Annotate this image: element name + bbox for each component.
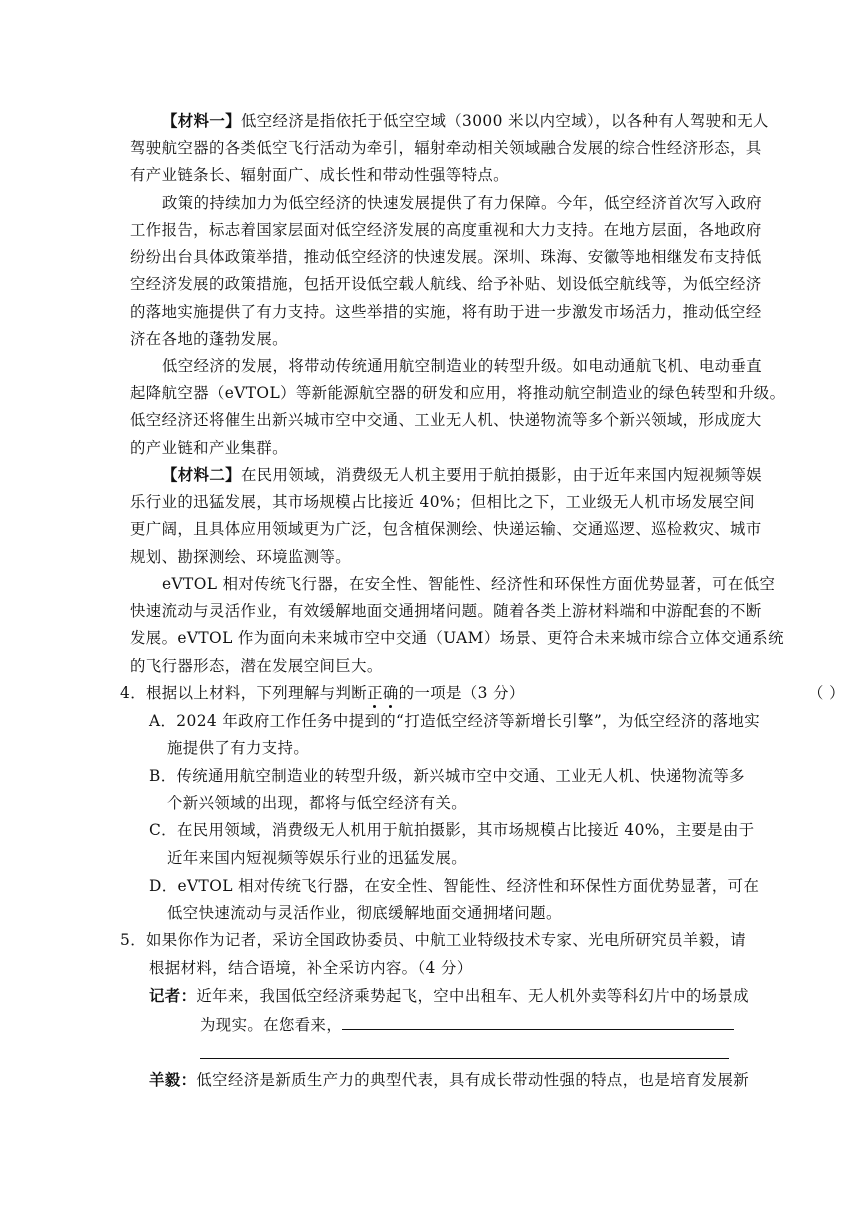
option-d-cont: 低空快速流动与灵活作业，彻底缓解地面交通拥堵问题。 xyxy=(167,904,562,922)
reporter-line: 记者：近年来，我国低空经济乘势起飞，空中出租车、无人机外卖等科幻片中的场景成 xyxy=(149,987,750,1005)
material2-line: 更广阔，且具体应用领域更为广泛，包含植保测绘、快递运输、交通巡逻、巡检救灾、城市 xyxy=(130,520,762,538)
material2-line: eVTOL 相对传统飞行器，在安全性、智能性、经济性和环保性方面优势显著，可在低空 xyxy=(162,575,776,593)
material1-line: 驾驶航空器的各类低空飞行活动为牵引，辐射牵动相关领域融合发展的综合性经济形态，具 xyxy=(130,139,762,157)
emphasis-dot-char: 正 xyxy=(367,684,383,702)
answer-blank[interactable] xyxy=(342,1013,734,1030)
material1-line: 低空经济还将催生出新兴城市空中交通、工业无人机、快递物流等多个新兴领域，形成庞大 xyxy=(130,411,762,429)
material2-line: 乐行业的迅猛发展，其市场规模占比接近 40%；但相比之下，工业级无人机市场发展空间 xyxy=(130,493,755,511)
material1-line: 【材料一】低空经济是指依托于低空空域（3000 米以内空域），以各种有人驾驶和无人 xyxy=(162,112,769,130)
option-a: A．2024 年政府工作任务中提到的“打造低空经济等新增长引擎”，为低空经济的落地实 xyxy=(149,712,760,730)
question-4-stem: 4．根据以上材料，下列理解与判断正确的一项是（3 分） （ ） xyxy=(120,684,845,702)
option-c-cont: 近年来国内短视频等娱乐行业的迅猛发展。 xyxy=(167,849,468,867)
emphasis-dot-char: 确 xyxy=(382,684,399,702)
reporter-line-cont: 为现实。在您看来， xyxy=(200,1013,740,1035)
material1-line: 低空经济的发展，将带动传统通用航空制造业的转型升级。如电动通航飞机、电动垂直 xyxy=(162,357,763,375)
material1-line: 政策的持续加力为低空经济的快速发展提供了有力保障。今年，低空经济首次写入政府 xyxy=(162,194,763,212)
yangyi-label: 羊毅： xyxy=(149,1071,197,1089)
answer-blank-line[interactable] xyxy=(200,1058,729,1059)
material2-tag: 【材料二】 xyxy=(162,466,241,484)
material2-line: 快速流动与灵活作业，有效缓解地面交通拥堵问题。随着各类上游材料端和中游配套的不断 xyxy=(130,602,762,620)
material2-line: 规划、勘探测绘、环境监测等。 xyxy=(130,548,352,566)
material2-line: 发展。eVTOL 作为面向未来城市空中交通（UAM）场景、更符合未来城市综合立体交通系统 xyxy=(130,629,784,647)
option-c: C．在民用领域，消费级无人机用于航拍摄影，其市场规模占比接近 40%，主要是由于 xyxy=(149,821,755,839)
material1-line: 济在各地的蓬勃发展。 xyxy=(130,330,288,348)
option-b: B．传统通用航空制造业的转型升级，新兴城市空中交通、工业无人机、快递物流等多 xyxy=(149,767,745,785)
material2-line: 的飞行器形态，潜在发展空间巨大。 xyxy=(130,657,383,675)
material1-line: 有产业链条长、辐射面广、成长性和带动性强等特点。 xyxy=(130,166,509,184)
material1-tag: 【材料一】 xyxy=(162,112,241,130)
material1-line: 空经济发展的政策措施，包括开设低空载人航线、给予补贴、划设低空航线等，为低空经济 xyxy=(130,275,762,293)
material1-line: 的落地实施提供了有力支持。这些举措的实施，将有助于进一步激发市场活力，推动低空经 xyxy=(130,303,762,321)
material1-line: 的产业链和产业集群。 xyxy=(130,439,288,457)
answer-paren: （ ） xyxy=(808,684,845,702)
question-5-stem-cont: 根据材料，结合语境，补全采访内容。（4 分） xyxy=(149,959,473,977)
material2-line: 【材料二】在民用领域，消费级无人机主要用于航拍摄影，由于近年来国内短视频等娱 xyxy=(162,466,763,484)
option-d: D．eVTOL 相对传统飞行器，在安全性、智能性、经济性和环保性方面优势显著，可在 xyxy=(149,877,760,895)
material1-line: 纷纷出台具体政策举措，推动低空经济的快速发展。深圳、珠海、安徽等地相继发布支持低 xyxy=(130,248,762,266)
question-5-stem: 5．如果你作为记者，采访全国政协委员、中航工业特级技术专家、光电所研究员羊毅，请 xyxy=(120,931,747,949)
material1-line: 起降航空器（eVTOL）等新能源航空器的研发和应用，将推动航空制造业的绿色转型和升级。 xyxy=(130,384,786,402)
option-b-cont: 个新兴领域的出现，都将与低空经济有关。 xyxy=(167,794,468,812)
yangyi-line: 羊毅：低空经济是新质生产力的典型代表，具有成长带动性强的特点，也是培育发展新 xyxy=(149,1071,750,1089)
option-a-cont: 施提供了有力支持。 xyxy=(167,739,310,757)
material1-line: 工作报告，标志着国家层面对低空经济发展的高度重视和大力支持。在地方层面，各地政府 xyxy=(130,221,762,239)
reporter-label: 记者： xyxy=(149,987,197,1005)
